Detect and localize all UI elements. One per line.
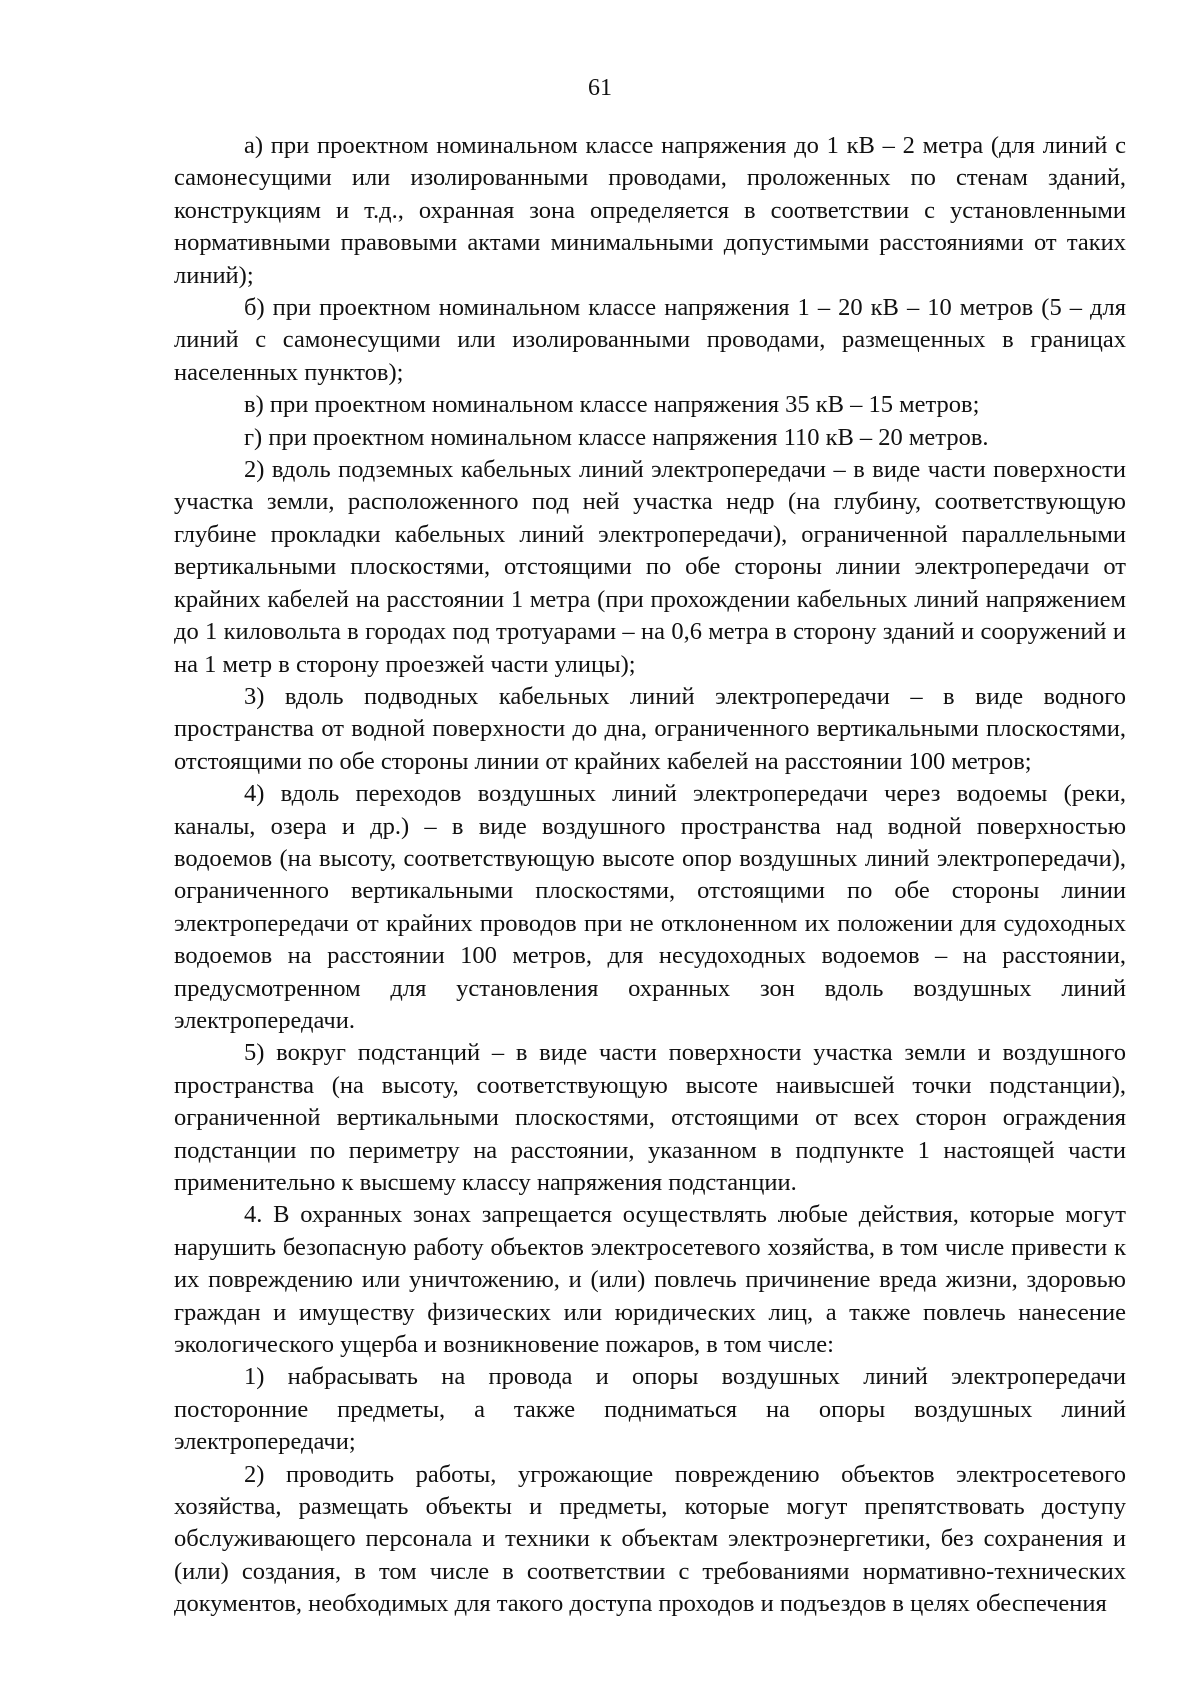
- paragraph-prohibition-2: 2) проводить работы, угрожающие повреждению объектов электросетевого хозяйства, размещать объекты и предметы, которые могут препятствовать доступу обслуживающего персонала и техники к объектам электроэнергетики, без сохранения и (или) создания, в том числе в соответствии с требованиями нормативно-технических документов, необходимых для такого доступа проходов и подъездов в целях обеспечения: [174, 1460, 1126, 1618]
- paragraph-item-v: в) при проектном номинальном классе напряжения 35 кВ – 15 метров;: [244, 391, 980, 419]
- document-body: [174, 130, 1126, 1621]
- paragraph-item-a: а) при проектном номинальном классе напряжения до 1 кВ – 2 метра (для линий с самонесущими или изолированными проводами, проложенных по стенам зданий, конструкциям и т.д., охранная зона определяется в соответствии с установленными нормативными правовыми актами минимальными допустимыми расстояниями от таких линий);: [174, 132, 1126, 289]
- page-number: 61: [588, 75, 612, 101]
- paragraph-item-g: г) при проектном номинальном классе напряжения 110 кВ – 20 метров.: [244, 423, 989, 451]
- paragraph-item-3: 3) вдоль подводных кабельных линий электропередачи – в виде водного пространства от водной поверхности до дна, ограниченного вертикальными плоскостями, отстоящими по обе стороны линии от крайних кабелей на расстоянии 100 метров;: [174, 682, 1126, 775]
- paragraph-item-2: 2) вдоль подземных кабельных линий электропередачи – в виде части поверхности участка земли, расположенного под ней участка недр (на глубину, соответствующую глубине прокладки кабельных линий электропередачи), ограниченной параллельными вертикальными плоскостями, отстоящими по обе стороны линии электропередачи от крайних кабелей на расстоянии 1 метра (при прохождении кабельных линий напряжением до 1 киловольта в городах под тротуарами – на 0,6 метра в сторону зданий и сооружений и на 1 метр в сторону проезжей части улицы);: [174, 456, 1126, 678]
- paragraph-item-5: 5) вокруг подстанций – в виде части поверхности участка земли и воздушного пространства (на высоту, соответствующую высоте наивысшей точки подстанции), ограниченной вертикальными плоскостями, отстоящими от всех сторон ограждения подстанции по периметру на расстоянии, указанном в подпункте 1 настоящей части применительно к высшему классу напряжения подстанции.: [174, 1039, 1126, 1196]
- paragraph-item-4: 4) вдоль переходов воздушных линий электропередачи через водоемы (реки, каналы, озера и др.) – в виде воздушного пространства над водной поверхностью водоемов (на высоту, соответствующую высоте опор воздушных линий электропередачи), ограниченного вертикальными плоскостями, отстоящими по обе стороны линии электропередачи от крайних проводов при не отклоненном их положении для судоходных водоемов на расстоянии 100 метров, для несудоходных водоемов – на расстоянии, предусмотренном для установления охранных зон вдоль воздушных линий электропередачи.: [174, 780, 1126, 1034]
- paragraph-prohibition-1: 1) набрасывать на провода и опоры воздушных линий электропередачи посторонние предметы, а также подниматься на опоры воздушных линий электропередачи;: [174, 1363, 1126, 1456]
- paragraph-section-4: 4. В охранных зонах запрещается осуществлять любые действия, которые могут нарушить безопасную работу объектов электросетевого хозяйства, в том числе привести к их повреждению или уничтожению, и (или) повлечь причинение вреда жизни, здоровью граждан и имуществу физических или юридических лиц, а также повлечь нанесение экологического ущерба и возникновение пожаров, в том числе:: [174, 1201, 1126, 1359]
- paragraph-item-b: б) при проектном номинальном классе напряжения 1 – 20 кВ – 10 метров (5 – для линий с самонесущими или изолированными проводами, размещенных в границах населенных пунктов);: [174, 294, 1126, 386]
